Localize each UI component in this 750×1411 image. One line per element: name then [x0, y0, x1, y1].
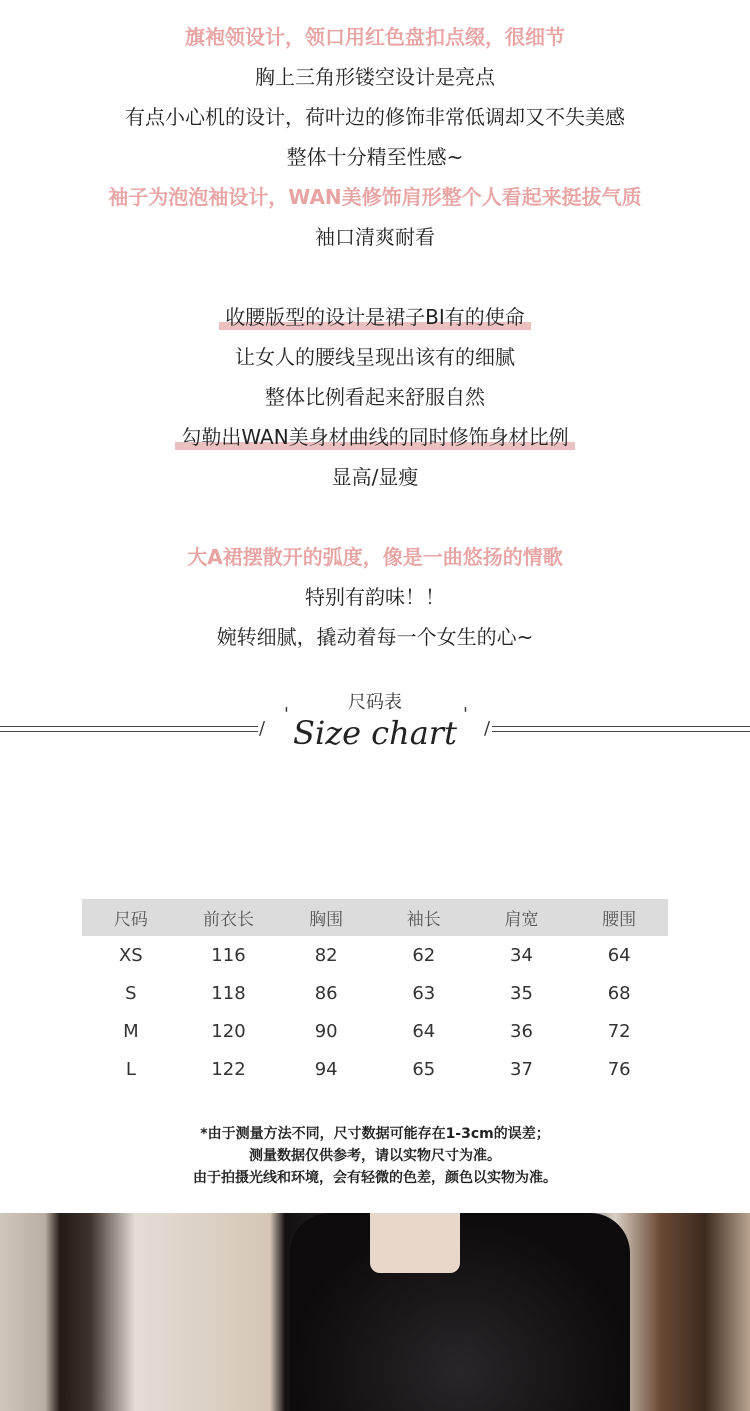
note-color-difference: 由于拍摄光线和环境，会有轻微的色差，颜色以实物为准。 — [193, 1170, 557, 1186]
table-cell: 82 — [314, 944, 338, 966]
table-cell: 65 — [412, 1058, 436, 1080]
feature-line-figure — [0, 422, 750, 452]
feature-line-cuff: 袖口清爽耐看 — [315, 225, 435, 249]
dress-silhouette — [290, 1213, 630, 1411]
table-cell: 63 — [412, 982, 436, 1004]
feature-line-slim: 显高/显瘦 — [331, 465, 419, 489]
header-shoulder: 肩宽 — [473, 899, 571, 936]
feature-line-charm: 特别有韵味！！ — [305, 585, 445, 609]
size-chart-title-en: Size chart — [293, 714, 457, 752]
table-row — [82, 1050, 668, 1088]
table-cell: 35 — [510, 982, 533, 1004]
table-cell: L — [125, 1058, 136, 1080]
neckline-cutout — [370, 1213, 460, 1273]
table-cell: 34 — [510, 944, 533, 966]
divider-right — [492, 726, 750, 732]
header-size: 尺码 — [82, 899, 180, 936]
divider-slash-left: / — [259, 718, 266, 739]
table-cell: 120 — [211, 1020, 246, 1042]
feature-line-overall: 整体十分精至性感~ — [286, 145, 464, 169]
quote-mark-right: ' — [463, 704, 468, 725]
header-length: 前衣长 — [180, 899, 278, 936]
table-cell: XS — [118, 944, 143, 966]
product-photo — [0, 1213, 750, 1411]
feature-line-chest: 胸上三角形镂空设计是亮点 — [255, 65, 495, 89]
feature-line-sleeve: 袖子为泡泡袖设计，WAN美修饰肩形整个人看起来挺拔气质 — [108, 185, 642, 209]
table-row — [82, 936, 668, 974]
size-table — [82, 899, 668, 1088]
note-reference: 测量数据仅供参考，请以实物尺寸为准。 — [249, 1148, 501, 1164]
header-sleeve: 袖长 — [375, 899, 473, 936]
header-waist: 腰围 — [570, 899, 668, 936]
highlight-bar: 收腰版型的设计是裙子BI有的使命 — [219, 302, 531, 332]
table-row — [82, 1012, 668, 1050]
size-chart-title-cn: 尺码表 — [348, 692, 402, 713]
table-cell: 122 — [211, 1058, 246, 1080]
divider-slash-right: / — [484, 718, 491, 739]
table-header-row — [82, 899, 668, 936]
table-cell: 76 — [607, 1058, 631, 1080]
table-cell: 36 — [510, 1020, 533, 1042]
feature-line-proportion: 整体比例看起来舒服自然 — [265, 385, 485, 409]
feature-line-ruffle: 有点小心机的设计，荷叶边的修饰非常低调却又不失美感 — [125, 105, 625, 129]
divider-left — [0, 726, 258, 732]
table-cell: 37 — [510, 1058, 533, 1080]
table-cell: 72 — [607, 1020, 631, 1042]
note-measurement-error: *由于测量方法不同，尺寸数据可能存在1-3cm的误差； — [200, 1126, 550, 1142]
table-cell: 62 — [412, 944, 436, 966]
feature-line-waistline: 让女人的腰线呈现出该有的细腻 — [235, 345, 515, 369]
highlight-bar: 勾勒出WAN美身材曲线的同时修饰身材比例 — [175, 422, 574, 452]
table-cell: M — [123, 1020, 139, 1042]
feature-line-delicate: 婉转细腻，撬动着每一个女生的心~ — [216, 625, 534, 649]
table-cell: S — [125, 982, 137, 1004]
table-cell: 94 — [314, 1058, 338, 1080]
table-cell: 116 — [211, 944, 246, 966]
feature-line-waist — [0, 302, 750, 332]
table-cell: 86 — [314, 982, 338, 1004]
feature-line-collar: 旗袍领设计，领口用红色盘扣点缀，很细节 — [185, 25, 565, 49]
table-cell: 90 — [314, 1020, 338, 1042]
header-bust: 胸围 — [277, 899, 375, 936]
table-cell: 64 — [412, 1020, 436, 1042]
table-cell: 118 — [211, 982, 246, 1004]
table-row — [82, 974, 668, 1012]
quote-mark-left: ' — [284, 704, 289, 725]
feature-line-skirt: 大A裙摆散开的弧度，像是一曲悠扬的情歌 — [187, 545, 563, 569]
table-cell: 68 — [607, 982, 631, 1004]
table-cell: 64 — [607, 944, 631, 966]
